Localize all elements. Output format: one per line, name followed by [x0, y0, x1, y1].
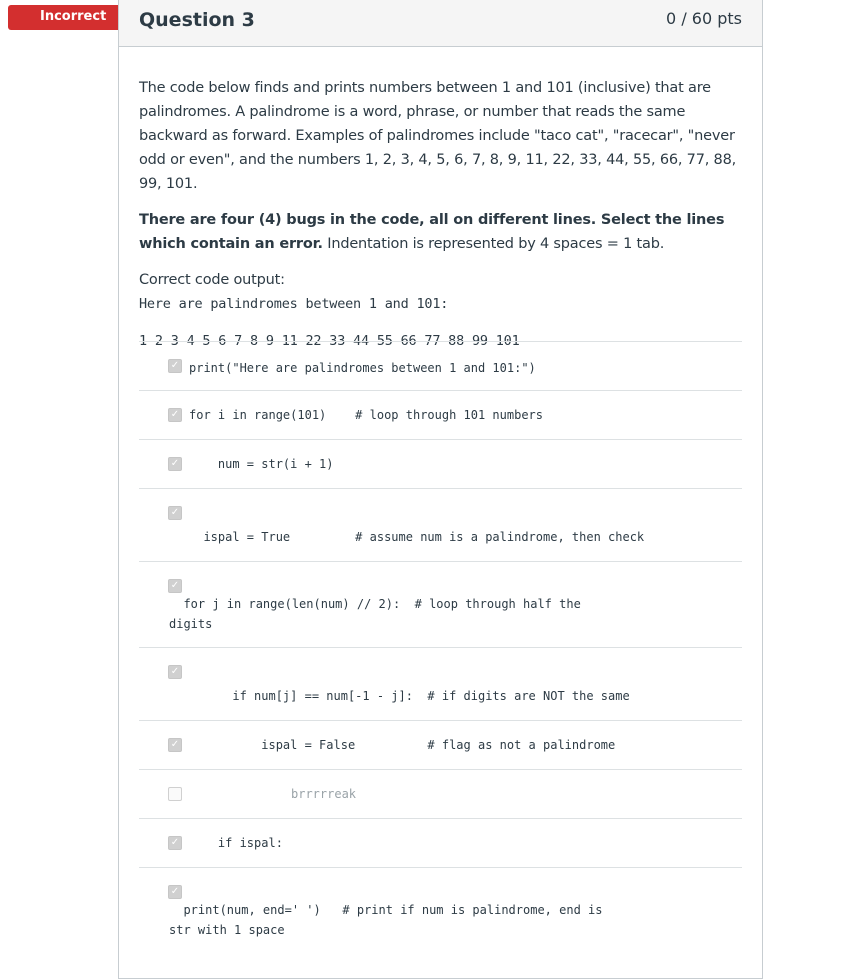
- question-text: [139, 76, 747, 366]
- instruction-rest: Indentation is represented by 4 spaces = 1 tab.: [322, 236, 665, 252]
- checkbox-checked-icon[interactable]: ✓: [168, 506, 182, 520]
- answer-option[interactable]: [139, 390, 742, 439]
- checkbox-checked-icon[interactable]: ✓: [168, 457, 182, 471]
- answer-code: brrrrreak: [291, 787, 357, 801]
- answer-option[interactable]: [139, 867, 742, 953]
- checkbox-checked-icon[interactable]: ✓: [168, 836, 182, 850]
- question-points: 0 / 60 pts: [666, 9, 742, 28]
- answer-code: num = str(i + 1): [189, 457, 334, 471]
- answer-code: if ispal:: [189, 836, 283, 850]
- checkbox-checked-icon[interactable]: ✓: [168, 408, 182, 422]
- answer-code: ispal = False # flag as not a palindrome: [189, 738, 616, 752]
- question-title: Question 3: [139, 9, 255, 31]
- question-card: [118, 0, 763, 979]
- answer-option[interactable]: [139, 647, 742, 720]
- question-intro: The code below finds and prints numbers between 1 and 101 (inclusive) that are palindromes. A palindrome is a word, phrase, or number that reads the same backward as forward. Examples of palindromes include "taco cat", "racecar", "never odd or even", and the numbers 1, 2, 3, 4, 5, 6, 7, 8, 9, 11, 22, 33, 44, 55, 66, 77, 88, 99, 101.: [139, 80, 737, 192]
- answer-code: for i in range(101) # loop through 101 numbers: [189, 408, 544, 422]
- answer-code: print(num, end=' ') # print if num is palindrome, end is str with 1 space: [169, 903, 603, 937]
- answer-list: [139, 341, 742, 953]
- checkbox-checked-icon[interactable]: ✓: [168, 359, 182, 373]
- answer-code: print("Here are palindromes between 1 and 101:"): [189, 361, 536, 375]
- answer-option[interactable]: [139, 720, 742, 769]
- question-instruction: [139, 208, 747, 256]
- output-line-2: 1 2 3 4 5 6 7 8 9 11 22 33 44 55 66 77 88 99 101: [139, 333, 520, 349]
- answer-option[interactable]: [139, 818, 742, 867]
- checkbox-checked-icon[interactable]: ✓: [168, 579, 182, 593]
- answer-option[interactable]: [139, 488, 742, 561]
- checkbox-checked-icon[interactable]: ✓: [168, 665, 182, 679]
- answer-code: ispal = True # assume num is a palindrome, then check: [189, 530, 645, 544]
- output-line-1: Here are palindromes between 1 and 101:: [139, 296, 449, 312]
- answer-code: if num[j] == num[-1 - j]: # if digits are NOT the same: [189, 689, 630, 703]
- answer-option[interactable]: [139, 561, 742, 647]
- checkbox-checked-icon[interactable]: ✓: [168, 738, 182, 752]
- checkbox-checked-icon[interactable]: ✓: [168, 885, 182, 899]
- question-header: [119, 0, 762, 47]
- checkbox-unchecked-icon[interactable]: [168, 787, 182, 801]
- answer-option[interactable]: [139, 769, 742, 818]
- answer-code: for j in range(len(num) // 2): # loop through half the digits: [169, 597, 581, 631]
- answer-option[interactable]: [139, 439, 742, 488]
- instruction-bold: There are four (4) bugs in the code, all on different lines. Select the lines which contain an error.: [139, 212, 725, 252]
- answer-option[interactable]: [139, 341, 742, 390]
- output-label: Correct code output:: [139, 272, 285, 288]
- incorrect-badge: Incorrect: [8, 5, 120, 30]
